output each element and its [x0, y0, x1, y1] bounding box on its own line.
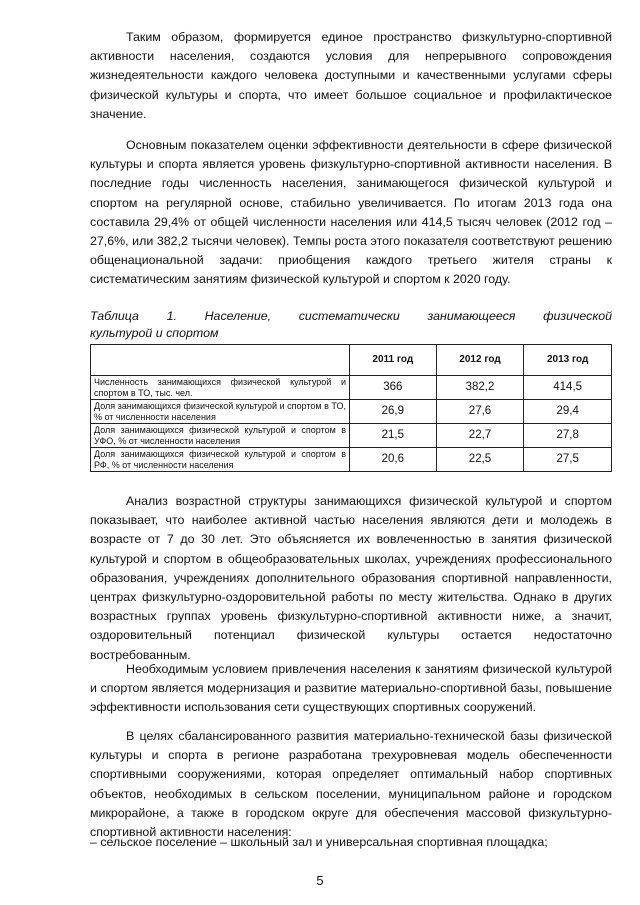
table-caption-continued: культурой и спортом [90, 326, 219, 340]
table-header-2012: 2012 год [436, 345, 524, 376]
cell-value: 20,6 [350, 448, 437, 472]
cell-value: 27,8 [524, 424, 612, 448]
table-row [91, 424, 612, 448]
table-header-2011: 2011 год [350, 345, 437, 376]
table-header-2013: 2013 год [524, 345, 612, 376]
list-item: – сельское поселение – школьный зал и универсальная спортивная площадка; [90, 835, 548, 849]
paragraph-main-indicator: Основным показателем оценки эффективности деятельности в сфере физической культуры и спорта является уровень физкультурно-спортивной активности населения. В последние годы численность населения, занимающегося физической культурой и спортом на регулярной основе, стабильно увеличивается. По итогам 2013 года она составила 29,4% от общей численности населения или 414,5 тысяч человек (2012 год – 27,6%, или 382,2 тысячи человек). Темпы роста этого показателя соответствуют решению общенациональной задачи: приобщения каждого третьего жителя страны к систематическим занятиям физической культурой и спортом к 2020 году. [90, 138, 612, 287]
row-label: Доля занимающихся физической культурой и спортом в УФО, % от численности населения [91, 424, 350, 448]
table-caption: Таблица 1. Население, систематически занимающееся физической [90, 309, 612, 323]
page-number: 5 [316, 873, 324, 888]
cell-value: 366 [350, 376, 437, 400]
cell-value: 27,5 [524, 448, 612, 472]
paragraph-three-level-model: В целях сбалансированного развития материально-технической базы физической культуры и спорта в регионе разработана трехуровневая модель обеспеченности спортивными сооружениями, которая определяет оптимальный набор спортивных объектов, необходимых в сельском поселении, муниципальном районе и городском микрорайоне, а также в городском округе для обеспечения массовой физкультурно-спортивной активности населения: [90, 729, 612, 840]
cell-value: 414,5 [524, 376, 612, 400]
population-sports-table [90, 344, 612, 472]
cell-value: 26,9 [350, 400, 437, 424]
row-label: Доля занимающихся физической культурой и спортом в ТО, % от численности населения [91, 400, 350, 424]
table-header-row [91, 345, 612, 376]
row-label: Доля занимающихся физической культурой и спортом в РФ, % от численности населения [91, 448, 350, 472]
cell-value: 22,5 [436, 448, 524, 472]
paragraph-unified-space: Таким образом, формируется единое пространство физкультурно-спортивной активности населения, создаются условия для непрерывного сопровождения жизнедеятельности каждого человека доступными и качественными услугами сферы физической культуры и спорта, что имеет большое социальное и профилактическое значение. [90, 30, 612, 121]
table-header-empty [91, 345, 350, 376]
paragraph-modernization: Необходимым условием привлечения населения к занятиям физической культурой и спортом является модернизация и развитие материально-спортивной базы, повышение эффективности использования сети существующих спортивных сооружений. [90, 662, 612, 715]
cell-value: 22,7 [436, 424, 524, 448]
table-row [91, 376, 612, 400]
row-label: Численность занимающихся физической культурой и спортом в ТО, тыс. чел. [91, 376, 350, 400]
cell-value: 29,4 [524, 400, 612, 424]
cell-value: 27,6 [436, 400, 524, 424]
paragraph-age-structure: Анализ возрастной структуры занимающихся физической культурой и спортом показывает, что наиболее активной частью населения являются дети и молодежь в возрасте от 7 до 30 лет. Это объясняется их вовлеченностью в занятия физической культурой и спортом в общеобразовательных школах, учреждениях профессионального образования, учреждениях дополнительного образования спортивной направленности, центрах физкультурно-оздоровительной работы по месту жительства. Однако в других возрастных группах уровень физкультурно-спортивной активности ниже, а значит, оздоровительный потенциал физической культуры остается недостаточно востребованным. [90, 494, 612, 662]
cell-value: 21,5 [350, 424, 437, 448]
table-row [91, 400, 612, 424]
table-row [91, 448, 612, 472]
cell-value: 382,2 [436, 376, 524, 400]
